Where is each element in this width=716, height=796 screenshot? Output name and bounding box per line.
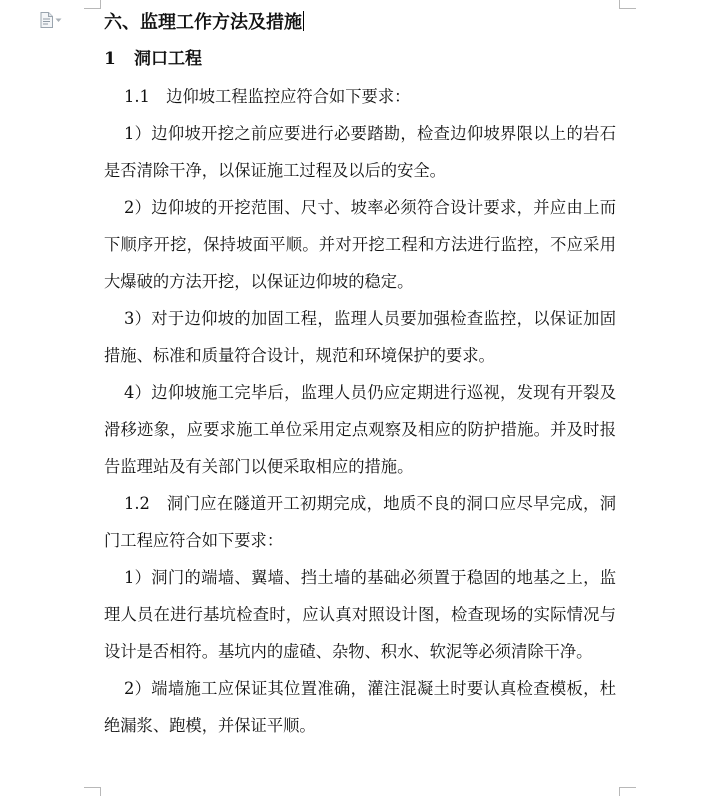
paragraph-1-1-item-2[interactable]: 2）边仰坡的开挖范围、尺寸、坡率必须符合设计要求，并应由上而下顺序开挖，保持坡面平顺。并对开挖工程和方法进行监控，不应采用大爆破的方法开挖，以保证边仰坡的稳定。 <box>104 198 616 291</box>
paragraph-1-2-item-2[interactable]: 2）端墙施工应保证其位置准确，灌注混凝土时要认真检查模板，杜绝漏浆、跑模，并保证平顺。 <box>104 679 616 735</box>
document-body <box>104 6 616 744</box>
crop-mark-bottom-right-vertical <box>619 787 620 796</box>
section-heading[interactable] <box>104 6 616 40</box>
crop-mark-top-right <box>620 8 636 9</box>
paragraph-1-1-item-4[interactable]: 4）边仰坡施工完毕后，监理人员仍应定期进行巡视，发现有开裂及滑移迹象，应要求施工单位采用定点观察及相应的防护措施。并及时报告监理站及有关部门以便采取相应的措施。 <box>104 383 616 476</box>
subsection-title: 洞口工程 <box>134 49 202 69</box>
crop-mark-top-left-vertical <box>100 0 101 9</box>
section-heading-text: 六、监理工作方法及措施 <box>104 12 302 33</box>
crop-mark-bottom-left <box>84 787 100 788</box>
text-cursor <box>303 11 304 31</box>
crop-mark-bottom-right <box>620 787 636 788</box>
paragraph-1-1-item-3[interactable]: 3）对于边仰坡的加固工程，监理人员要加强检查监控，以保证加固措施、标准和质量符合设计，规范和环境保护的要求。 <box>104 309 616 365</box>
crop-mark-top-right-vertical <box>619 0 620 9</box>
subsection-number: 1 <box>104 49 116 69</box>
crop-mark-bottom-left-vertical <box>100 787 101 796</box>
paragraph-1-2[interactable]: 1.2 洞门应在隧道开工初期完成，地质不良的洞口应尽早完成，洞门工程应符合如下要求： <box>104 494 616 550</box>
paragraph-1-1-item-1[interactable]: 1）边仰坡开挖之前应要进行必要踏勘，检查边仰坡界限以上的岩石是否清除干净，以保证施工过程及以后的安全。 <box>104 124 616 180</box>
chevron-down-icon <box>55 18 62 23</box>
document-icon <box>40 12 53 28</box>
paragraph-options-button[interactable] <box>40 12 62 28</box>
paragraph-1-1[interactable]: 1.1 边仰坡工程监控应符合如下要求： <box>124 87 411 106</box>
crop-mark-top-left <box>84 8 100 9</box>
paragraph-1-2-item-1[interactable]: 1）洞门的端墙、翼墙、挡土墙的基础必须置于稳固的地基之上，监理人员在进行基坑检查时，应认真对照设计图，检查现场的实际情况与设计是否相符。基坑内的虚碴、杂物、积水、软泥等必须清除干净。 <box>104 568 616 661</box>
subsection-heading[interactable] <box>104 40 616 78</box>
